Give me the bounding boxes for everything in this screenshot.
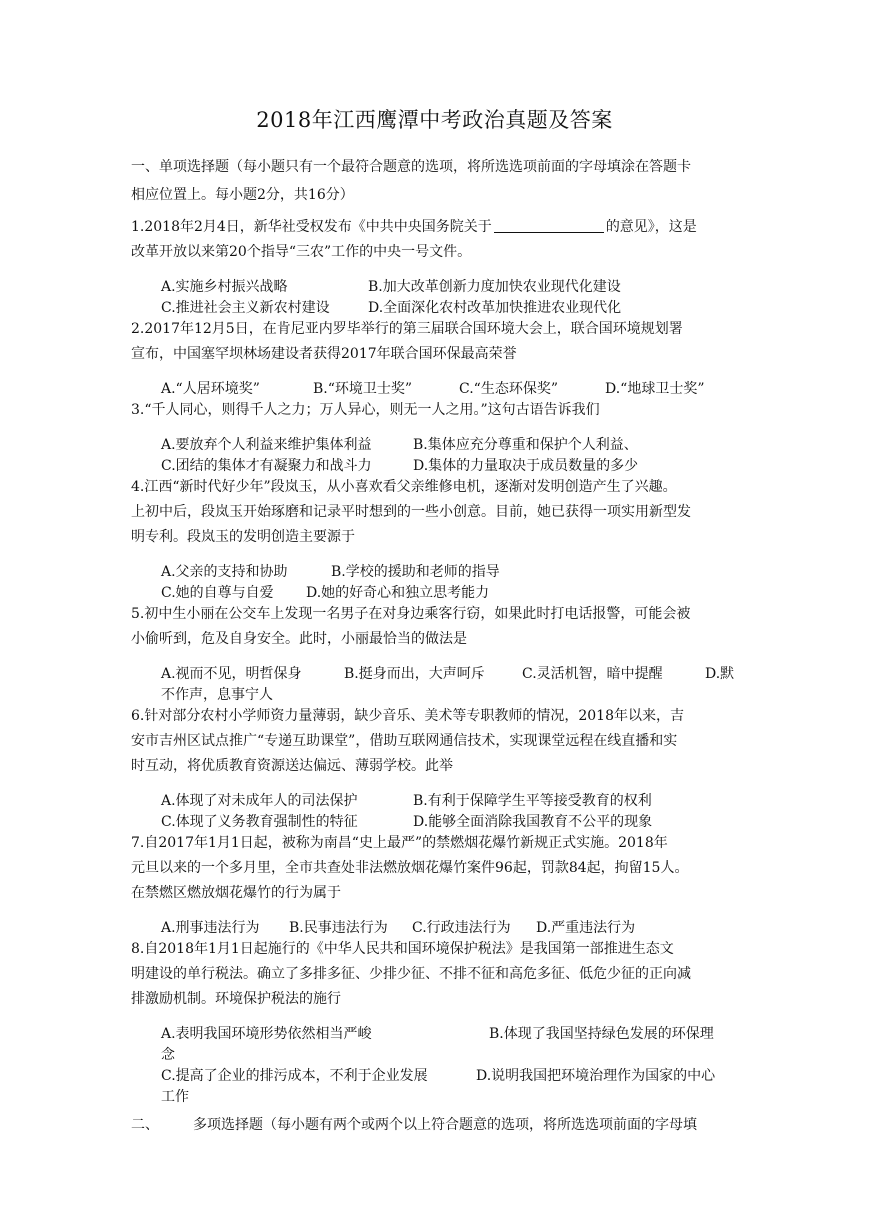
q1-line1 (131, 216, 697, 238)
q3-line1: 3.“千人同心，则得千人之力；万人异心，则无一人之用。”这句古语告诉我们 (131, 402, 600, 418)
q7-line1: 7.自2017年1月1日起，被称为南昌“史上最严”的禁燃烟花爆竹新规正式实施。2018年 (131, 835, 668, 851)
q4-option-a: A.父亲的支持和协助 (161, 564, 288, 580)
q1-line1-start: 1.2018年2月4日，新华社受权发布《中共中央国务院关于 (131, 219, 492, 235)
q5-option-d-start: D.默 (705, 666, 735, 682)
q3-option-b: B.集体应充分尊重和保护个人利益、 (413, 437, 638, 453)
q7-option-b: B.民事违法行为 (289, 920, 388, 936)
q8-line1: 8.自2018年1月1日起施行的《中华人民共和国环境保护税法》是我国第一部推进生态文 (131, 941, 674, 957)
q8-line2: 明建设的单行税法。确立了多排多征、少排少征、不排不征和高危多征、低危少征的正向减 (131, 966, 691, 982)
q5-line2: 小偷听到，危及自身安全。此时，小丽最恰当的做法是 (131, 631, 467, 647)
section1-line1: 一、单项选择题（每小题只有一个最符合题意的选项，将所选选项前面的字母填涂在答题卡 (131, 159, 691, 175)
q1-option-a: A.实施乡村振兴战略 (161, 279, 288, 295)
q4-line2: 上初中后，段岚玉开始琢磨和记录平时想到的一些小创意。目前，她已获得一项实用新型发 (131, 504, 691, 520)
section2-label: 二、 (131, 1117, 159, 1133)
q8-option-d-start: D.说明我国把环境治理作为国家的中心 (476, 1068, 716, 1084)
q2-option-d: D.“地球卫士奖” (605, 381, 705, 397)
q8-option-b-start: B.体现了我国坚持绿色发展的环保理 (489, 1026, 714, 1042)
section1-line2: 相应位置上。每小题2分，共16分） (131, 187, 354, 203)
q2-option-a: A.“人居环境奖” (161, 381, 260, 397)
q8-option-a: A.表明我国环境形势依然相当严峻 (161, 1026, 372, 1042)
q5-option-a: A.视而不见，明哲保身 (161, 666, 302, 682)
q8-option-d-end: 工作 (161, 1089, 189, 1105)
q3-option-a: A.要放弃个人利益来维护集体利益 (161, 437, 372, 453)
q6-line2: 安市吉州区试点推广“专递互助课堂”，借助互联网通信技术，实现课堂远程在线直播和实 (131, 733, 678, 749)
q1-option-d: D.全面深化农村改革加快推进农业现代化 (368, 300, 622, 316)
q4-line3: 明专利。段岚玉的发明创造主要源于 (131, 529, 355, 545)
q2-option-b: B.“环境卫士奖” (313, 381, 413, 397)
q7-option-d: D.严重违法行为 (536, 920, 636, 936)
q1-line2: 改革开放以来第20个指导“三农”工作的中央一号文件。 (131, 244, 472, 260)
q3-option-d: D.集体的力量取决于成员数量的多少 (413, 458, 639, 474)
q6-option-d: D.能够全面消除我国教育不公平的现象 (413, 814, 653, 830)
q5-option-b: B.挺身而出，大声呵斥 (344, 666, 485, 682)
q6-line1: 6.针对部分农村小学师资力量薄弱，缺少音乐、美术等专职教师的情况，2018年以来，吉 (131, 708, 684, 724)
q1-option-c: C.推进社会主义新农村建设 (161, 300, 330, 316)
q5-line1: 5.初中生小丽在公交车上发现一名男子在对身边乘客行窃，如果此时打电话报警，可能会被 (131, 606, 691, 622)
q4-line1: 4.江西“新时代好少年”段岚玉，从小喜欢看父亲维修电机，逐渐对发明创造产生了兴趣。 (131, 479, 677, 495)
q6-option-c: C.体现了义务教育强制性的特征 (161, 814, 358, 830)
q1-answer-blank (494, 218, 604, 233)
q8-line3: 排激励机制。环境保护税法的施行 (131, 991, 341, 1007)
q7-line2: 元旦以来的一个多月里，全市共查处非法燃放烟花爆竹案件96起，罚款84起，拘留15人。 (131, 860, 689, 876)
q4-option-c: C.她的自尊与自爱 (161, 585, 274, 601)
page-title: 2018年江西鹰潭中考政治真题及答案 (256, 108, 613, 132)
q2-option-c: C.“生态环保奖” (459, 381, 558, 397)
q6-option-b: B.有利于保障学生平等接受教育的权利 (413, 793, 652, 809)
q5-option-c: C.灵活机智，暗中提醒 (522, 666, 663, 682)
q8-option-b-end: 念 (161, 1047, 175, 1063)
q3-option-c: C.团结的集体才有凝聚力和战斗力 (161, 458, 372, 474)
q2-line1: 2.2017年12月5日，在肯尼亚内罗毕举行的第三届联合国环境大会上，联合国环境规划署 (131, 321, 683, 337)
q7-option-c: C.行政违法行为 (412, 920, 511, 936)
q1-line1-end: 的意见》，这是 (605, 219, 697, 235)
q4-option-d: D.她的好奇心和独立思考能力 (306, 585, 490, 601)
q2-line2: 宣布，中国塞罕坝林场建设者获得2017年联合国环保最高荣誉 (131, 346, 517, 362)
q6-line3: 时互动，将优质教育资源送达偏远、薄弱学校。此举 (131, 758, 453, 774)
q5-option-d-end: 不作声，息事宁人 (161, 687, 273, 703)
q6-option-a: A.体现了对未成年人的司法保护 (161, 793, 358, 809)
q7-line3: 在禁燃区燃放烟花爆竹的行为属于 (131, 885, 341, 901)
q4-option-b: B.学校的援助和老师的指导 (331, 564, 500, 580)
section2-heading: 多项选择题（每小题有两个或两个以上符合题意的选项，将所选选项前面的字母填 (193, 1117, 697, 1133)
q7-option-a: A.刑事违法行为 (161, 920, 260, 936)
q8-option-c: C.提高了企业的排污成本，不利于企业发展 (161, 1068, 428, 1084)
q1-option-b: B.加大改革创新力度加快农业现代化建设 (368, 279, 621, 295)
